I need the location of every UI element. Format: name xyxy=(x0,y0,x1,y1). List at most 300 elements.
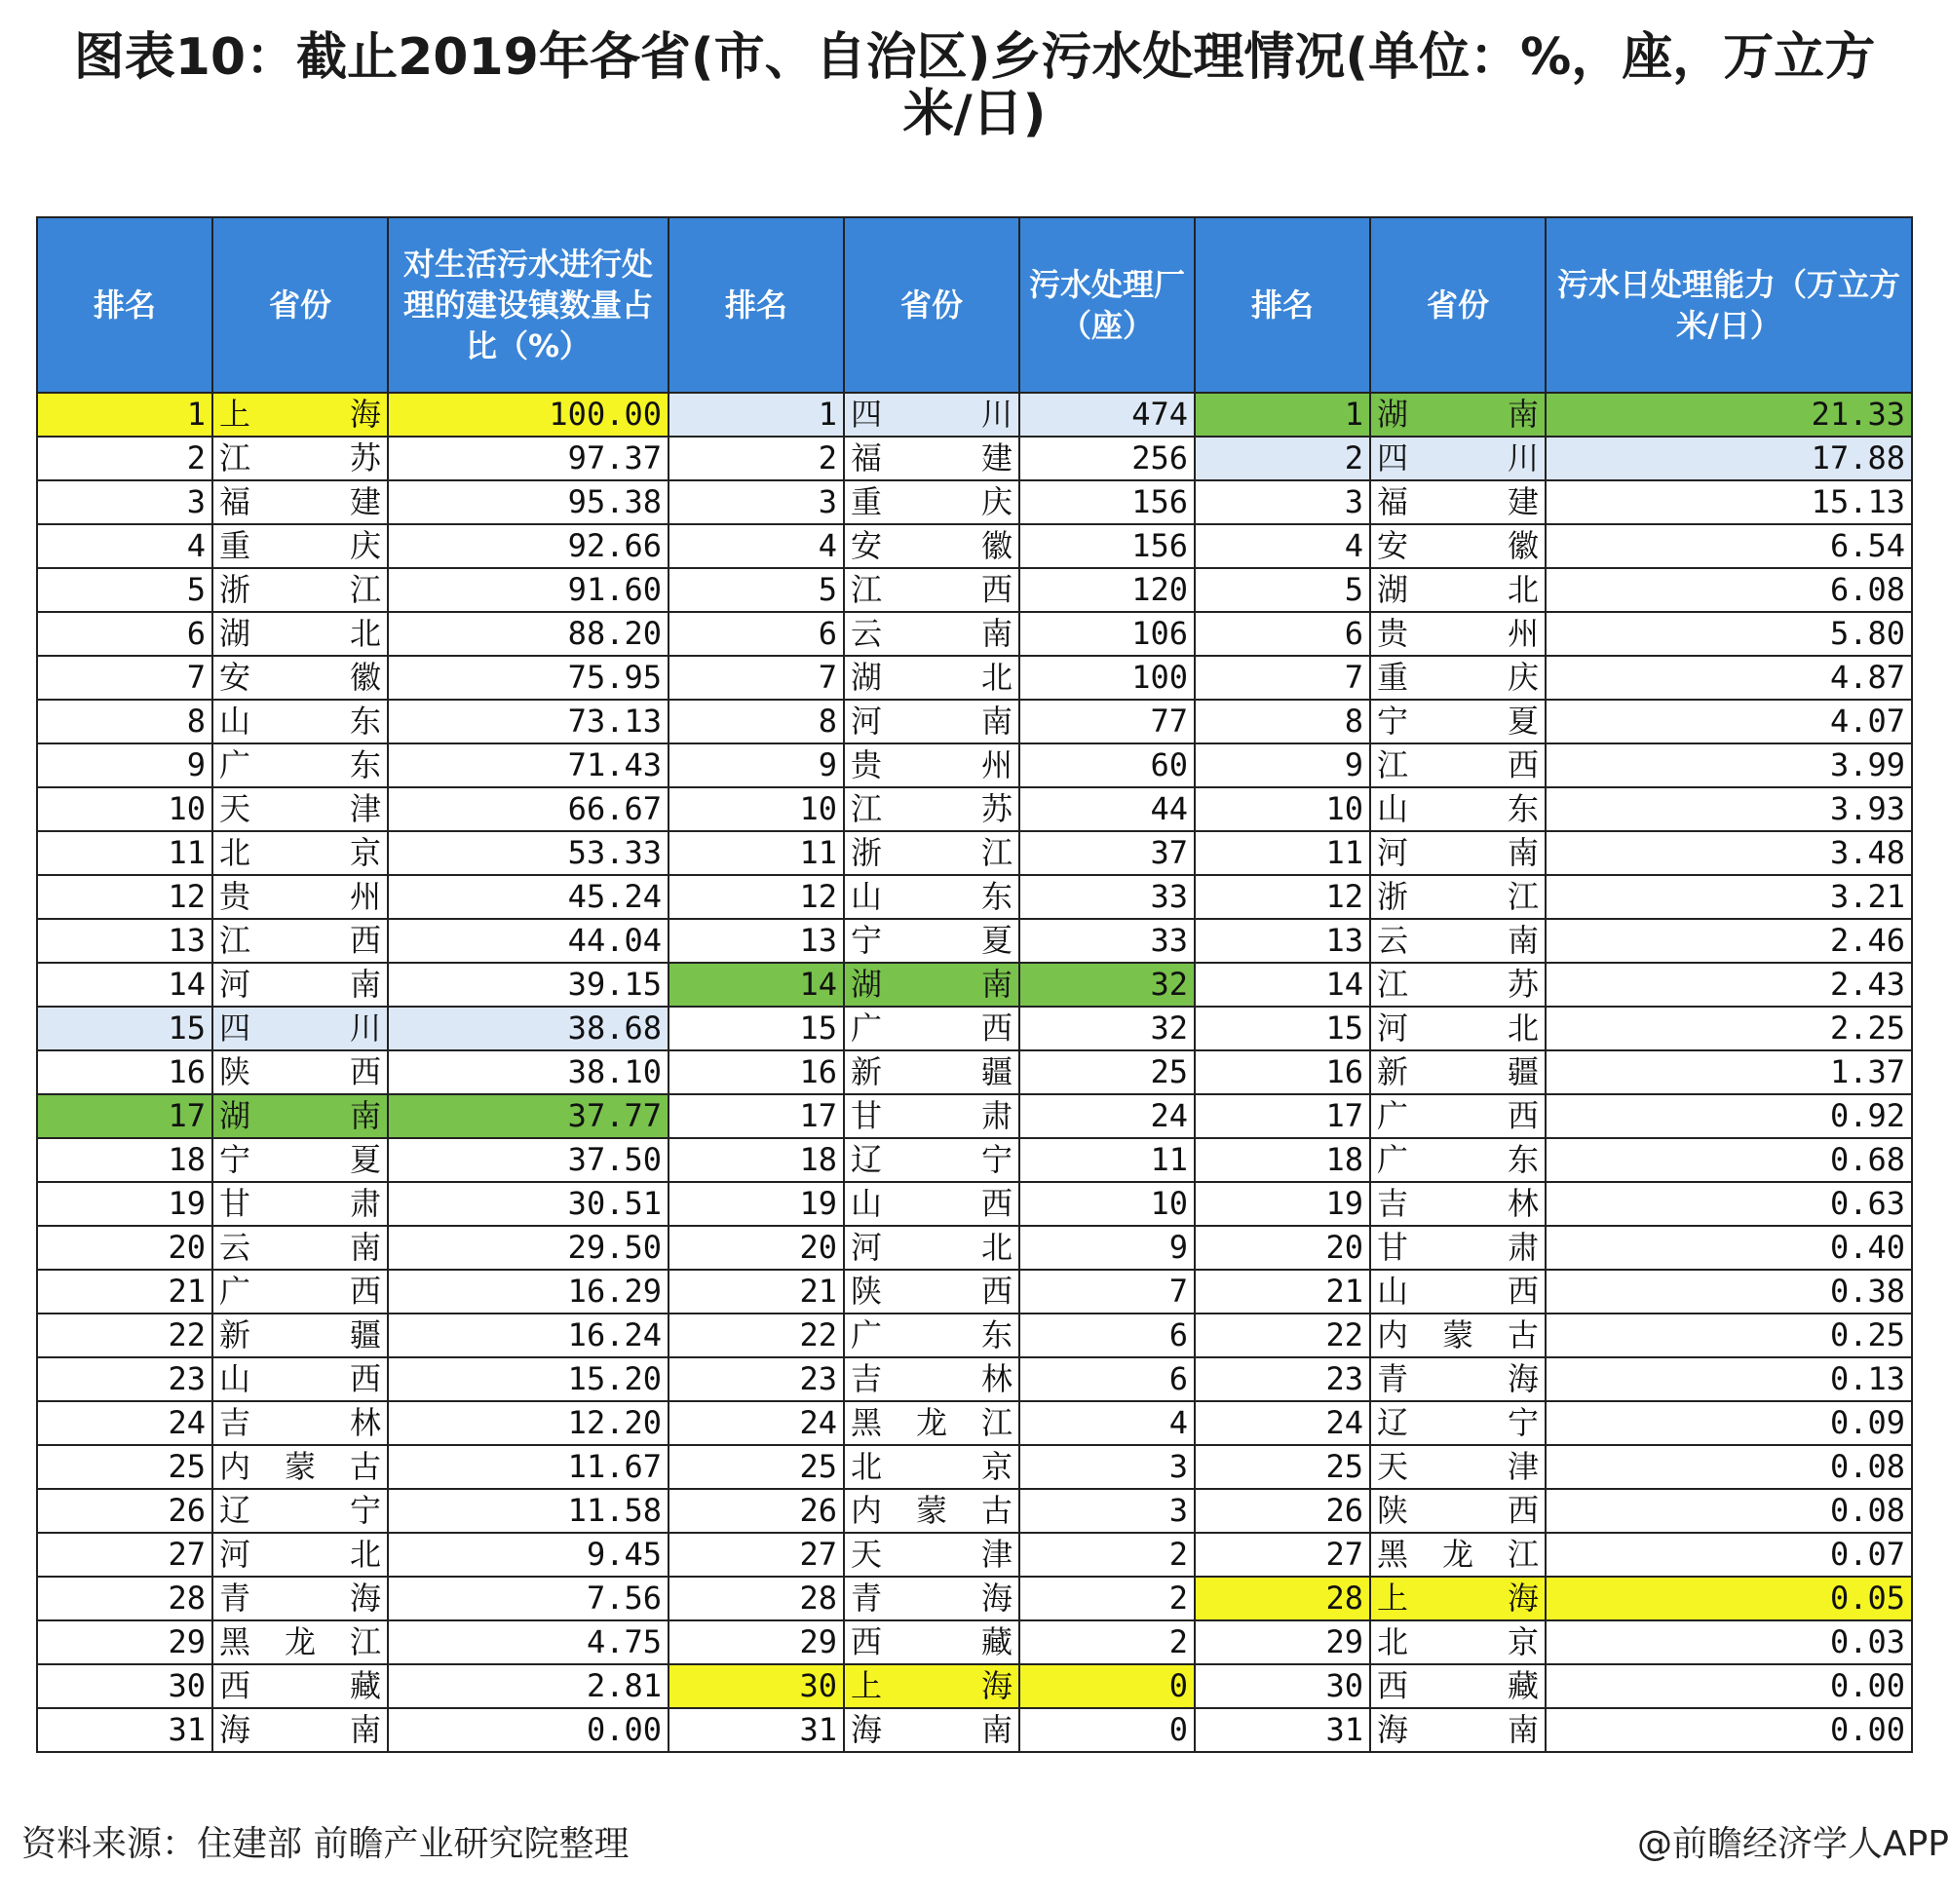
rank-cell: 3 xyxy=(669,480,844,524)
rank-cell: 1 xyxy=(37,393,212,437)
rank-cell: 18 xyxy=(1195,1138,1370,1182)
rank-cell: 6 xyxy=(37,612,212,656)
value-cell: 2.25 xyxy=(1546,1007,1912,1050)
province-cell: 山东 xyxy=(844,875,1019,919)
table-row xyxy=(37,787,1912,831)
value-cell: 60 xyxy=(1019,743,1195,787)
province-cell: 山东 xyxy=(1370,787,1546,831)
table-row xyxy=(37,437,1912,480)
province-cell: 辽宁 xyxy=(212,1489,388,1533)
province-cell: 上海 xyxy=(212,393,388,437)
value-cell: 95.38 xyxy=(388,480,669,524)
value-cell: 11 xyxy=(1019,1138,1195,1182)
rank-cell: 6 xyxy=(669,612,844,656)
rank-cell: 15 xyxy=(669,1007,844,1050)
province-cell: 吉林 xyxy=(212,1401,388,1445)
value-cell: 4.07 xyxy=(1546,700,1912,743)
rank-cell: 31 xyxy=(1195,1708,1370,1752)
header-province-1: 省份 xyxy=(212,217,388,393)
header-province-2: 省份 xyxy=(844,217,1019,393)
province-cell: 西藏 xyxy=(212,1664,388,1708)
rank-cell: 1 xyxy=(669,393,844,437)
rank-cell: 11 xyxy=(37,831,212,875)
rank-cell: 14 xyxy=(669,963,844,1007)
province-cell: 天津 xyxy=(844,1533,1019,1577)
value-cell: 0 xyxy=(1019,1708,1195,1752)
province-cell: 天津 xyxy=(1370,1445,1546,1489)
table-row xyxy=(37,1620,1912,1664)
value-cell: 30.51 xyxy=(388,1182,669,1226)
province-cell: 海南 xyxy=(212,1708,388,1752)
value-cell: 9.45 xyxy=(388,1533,669,1577)
value-cell: 6 xyxy=(1019,1314,1195,1357)
value-cell: 37 xyxy=(1019,831,1195,875)
value-cell: 156 xyxy=(1019,524,1195,568)
value-cell: 0.03 xyxy=(1546,1620,1912,1664)
value-cell: 0.05 xyxy=(1546,1577,1912,1620)
value-cell: 3 xyxy=(1019,1445,1195,1489)
province-cell: 湖南 xyxy=(844,963,1019,1007)
value-cell: 0.00 xyxy=(388,1708,669,1752)
rank-cell: 11 xyxy=(1195,831,1370,875)
header-rank-1: 排名 xyxy=(37,217,212,393)
value-cell: 0.08 xyxy=(1546,1489,1912,1533)
sewage-table-container xyxy=(36,216,1911,1753)
value-cell: 44 xyxy=(1019,787,1195,831)
province-cell: 广西 xyxy=(844,1007,1019,1050)
header-plant-count: 污水处理厂（座） xyxy=(1019,217,1195,393)
value-cell: 77 xyxy=(1019,700,1195,743)
value-cell: 6 xyxy=(1019,1357,1195,1401)
value-cell: 16.24 xyxy=(388,1314,669,1357)
province-cell: 湖南 xyxy=(212,1094,388,1138)
value-cell: 156 xyxy=(1019,480,1195,524)
province-cell: 四川 xyxy=(212,1007,388,1050)
province-cell: 河北 xyxy=(212,1533,388,1577)
rank-cell: 4 xyxy=(37,524,212,568)
province-cell: 河南 xyxy=(212,963,388,1007)
value-cell: 4.75 xyxy=(388,1620,669,1664)
rank-cell: 5 xyxy=(669,568,844,612)
value-cell: 32 xyxy=(1019,1007,1195,1050)
value-cell: 0.00 xyxy=(1546,1708,1912,1752)
value-cell: 2.46 xyxy=(1546,919,1912,963)
table-row xyxy=(37,743,1912,787)
rank-cell: 6 xyxy=(1195,612,1370,656)
rank-cell: 17 xyxy=(37,1094,212,1138)
chart-title: 图表10：截止2019年各省(市、自治区)乡污水处理情况(单位：%，座，万立方米/日) xyxy=(73,28,1876,143)
province-cell: 陕西 xyxy=(1370,1489,1546,1533)
province-cell: 江苏 xyxy=(844,787,1019,831)
rank-cell: 12 xyxy=(669,875,844,919)
province-cell: 云南 xyxy=(844,612,1019,656)
value-cell: 2 xyxy=(1019,1620,1195,1664)
province-cell: 江西 xyxy=(1370,743,1546,787)
province-cell: 湖南 xyxy=(1370,393,1546,437)
rank-cell: 14 xyxy=(37,963,212,1007)
rank-cell: 12 xyxy=(1195,875,1370,919)
table-row xyxy=(37,1094,1912,1138)
province-cell: 云南 xyxy=(1370,919,1546,963)
value-cell: 0.38 xyxy=(1546,1270,1912,1314)
table-row xyxy=(37,1357,1912,1401)
rank-cell: 8 xyxy=(1195,700,1370,743)
province-cell: 浙江 xyxy=(1370,875,1546,919)
value-cell: 38.68 xyxy=(388,1007,669,1050)
province-cell: 河北 xyxy=(844,1226,1019,1270)
province-cell: 广东 xyxy=(212,743,388,787)
rank-cell: 7 xyxy=(669,656,844,700)
province-cell: 重庆 xyxy=(844,480,1019,524)
rank-cell: 25 xyxy=(37,1445,212,1489)
province-cell: 山西 xyxy=(212,1357,388,1401)
rank-cell: 21 xyxy=(669,1270,844,1314)
value-cell: 33 xyxy=(1019,919,1195,963)
rank-cell: 16 xyxy=(37,1050,212,1094)
province-cell: 四川 xyxy=(1370,437,1546,480)
value-cell: 12.20 xyxy=(388,1401,669,1445)
value-cell: 0.92 xyxy=(1546,1094,1912,1138)
value-cell: 45.24 xyxy=(388,875,669,919)
table-row xyxy=(37,393,1912,437)
province-cell: 山东 xyxy=(212,700,388,743)
rank-cell: 22 xyxy=(37,1314,212,1357)
province-cell: 河南 xyxy=(1370,831,1546,875)
value-cell: 0 xyxy=(1019,1664,1195,1708)
rank-cell: 31 xyxy=(669,1708,844,1752)
value-cell: 256 xyxy=(1019,437,1195,480)
value-cell: 25 xyxy=(1019,1050,1195,1094)
table-row xyxy=(37,1664,1912,1708)
rank-cell: 7 xyxy=(1195,656,1370,700)
rank-cell: 13 xyxy=(1195,919,1370,963)
value-cell: 0.09 xyxy=(1546,1401,1912,1445)
table-row xyxy=(37,1314,1912,1357)
province-cell: 甘肃 xyxy=(844,1094,1019,1138)
rank-cell: 14 xyxy=(1195,963,1370,1007)
province-cell: 内蒙古 xyxy=(844,1489,1019,1533)
value-cell: 2.43 xyxy=(1546,963,1912,1007)
rank-cell: 29 xyxy=(37,1620,212,1664)
rank-cell: 28 xyxy=(37,1577,212,1620)
province-cell: 陕西 xyxy=(844,1270,1019,1314)
value-cell: 3.93 xyxy=(1546,787,1912,831)
rank-cell: 20 xyxy=(669,1226,844,1270)
province-cell: 天津 xyxy=(212,787,388,831)
rank-cell: 15 xyxy=(37,1007,212,1050)
value-cell: 4 xyxy=(1019,1401,1195,1445)
province-cell: 内蒙古 xyxy=(1370,1314,1546,1357)
header-town-ratio: 对生活污水进行处理的建设镇数量占比（%） xyxy=(388,217,669,393)
province-cell: 新疆 xyxy=(212,1314,388,1357)
province-cell: 江苏 xyxy=(212,437,388,480)
province-cell: 宁夏 xyxy=(212,1138,388,1182)
province-cell: 重庆 xyxy=(1370,656,1546,700)
province-cell: 辽宁 xyxy=(844,1138,1019,1182)
rank-cell: 30 xyxy=(1195,1664,1370,1708)
value-cell: 21.33 xyxy=(1546,393,1912,437)
rank-cell: 8 xyxy=(669,700,844,743)
province-cell: 福建 xyxy=(212,480,388,524)
value-cell: 7.56 xyxy=(388,1577,669,1620)
province-cell: 山西 xyxy=(844,1182,1019,1226)
rank-cell: 21 xyxy=(1195,1270,1370,1314)
rank-cell: 28 xyxy=(669,1577,844,1620)
rank-cell: 5 xyxy=(1195,568,1370,612)
table-row xyxy=(37,480,1912,524)
rank-cell: 26 xyxy=(37,1489,212,1533)
value-cell: 0.25 xyxy=(1546,1314,1912,1357)
table-row xyxy=(37,524,1912,568)
province-cell: 青海 xyxy=(1370,1357,1546,1401)
value-cell: 38.10 xyxy=(388,1050,669,1094)
table-row xyxy=(37,831,1912,875)
province-cell: 陕西 xyxy=(212,1050,388,1094)
value-cell: 100.00 xyxy=(388,393,669,437)
rank-cell: 7 xyxy=(37,656,212,700)
province-cell: 辽宁 xyxy=(1370,1401,1546,1445)
value-cell: 5.80 xyxy=(1546,612,1912,656)
province-cell: 北京 xyxy=(1370,1620,1546,1664)
header-rank-3: 排名 xyxy=(1195,217,1370,393)
rank-cell: 10 xyxy=(669,787,844,831)
rank-cell: 9 xyxy=(37,743,212,787)
rank-cell: 1 xyxy=(1195,393,1370,437)
table-row xyxy=(37,1138,1912,1182)
province-cell: 黑龙江 xyxy=(844,1401,1019,1445)
value-cell: 0.13 xyxy=(1546,1357,1912,1401)
rank-cell: 15 xyxy=(1195,1007,1370,1050)
rank-cell: 13 xyxy=(669,919,844,963)
province-cell: 安徽 xyxy=(1370,524,1546,568)
province-cell: 青海 xyxy=(212,1577,388,1620)
value-cell: 37.77 xyxy=(388,1094,669,1138)
province-cell: 吉林 xyxy=(1370,1182,1546,1226)
value-cell: 120 xyxy=(1019,568,1195,612)
value-cell: 474 xyxy=(1019,393,1195,437)
table-body xyxy=(37,393,1912,1752)
header-row xyxy=(37,217,1912,393)
province-cell: 湖北 xyxy=(1370,568,1546,612)
rank-cell: 3 xyxy=(37,480,212,524)
province-cell: 福建 xyxy=(844,437,1019,480)
table-row xyxy=(37,1270,1912,1314)
rank-cell: 9 xyxy=(669,743,844,787)
province-cell: 贵州 xyxy=(844,743,1019,787)
rank-cell: 2 xyxy=(669,437,844,480)
rank-cell: 31 xyxy=(37,1708,212,1752)
province-cell: 广西 xyxy=(1370,1094,1546,1138)
province-cell: 甘肃 xyxy=(1370,1226,1546,1270)
table-row xyxy=(37,568,1912,612)
rank-cell: 23 xyxy=(1195,1357,1370,1401)
table-row xyxy=(37,963,1912,1007)
value-cell: 44.04 xyxy=(388,919,669,963)
table-row xyxy=(37,875,1912,919)
province-cell: 新疆 xyxy=(1370,1050,1546,1094)
sewage-treatment-table xyxy=(36,216,1913,1753)
rank-cell: 17 xyxy=(1195,1094,1370,1138)
rank-cell: 18 xyxy=(37,1138,212,1182)
province-cell: 湖北 xyxy=(212,612,388,656)
province-cell: 福建 xyxy=(1370,480,1546,524)
rank-cell: 8 xyxy=(37,700,212,743)
rank-cell: 16 xyxy=(1195,1050,1370,1094)
value-cell: 2.81 xyxy=(388,1664,669,1708)
value-cell: 32 xyxy=(1019,963,1195,1007)
rank-cell: 18 xyxy=(669,1138,844,1182)
value-cell: 17.88 xyxy=(1546,437,1912,480)
value-cell: 0.08 xyxy=(1546,1445,1912,1489)
province-cell: 甘肃 xyxy=(212,1182,388,1226)
value-cell: 6.54 xyxy=(1546,524,1912,568)
province-cell: 北京 xyxy=(844,1445,1019,1489)
value-cell: 7 xyxy=(1019,1270,1195,1314)
rank-cell: 24 xyxy=(669,1401,844,1445)
rank-cell: 5 xyxy=(37,568,212,612)
table-row xyxy=(37,1050,1912,1094)
province-cell: 海南 xyxy=(844,1708,1019,1752)
table-row xyxy=(37,1445,1912,1489)
rank-cell: 24 xyxy=(37,1401,212,1445)
rank-cell: 29 xyxy=(1195,1620,1370,1664)
rank-cell: 30 xyxy=(37,1664,212,1708)
province-cell: 吉林 xyxy=(844,1357,1019,1401)
value-cell: 75.95 xyxy=(388,656,669,700)
value-cell: 15.20 xyxy=(388,1357,669,1401)
value-cell: 73.13 xyxy=(388,700,669,743)
province-cell: 贵州 xyxy=(212,875,388,919)
province-cell: 湖北 xyxy=(844,656,1019,700)
province-cell: 上海 xyxy=(844,1664,1019,1708)
rank-cell: 27 xyxy=(669,1533,844,1577)
value-cell: 71.43 xyxy=(388,743,669,787)
province-cell: 西藏 xyxy=(1370,1664,1546,1708)
province-cell: 海南 xyxy=(1370,1708,1546,1752)
province-cell: 广东 xyxy=(1370,1138,1546,1182)
value-cell: 11.58 xyxy=(388,1489,669,1533)
rank-cell: 26 xyxy=(1195,1489,1370,1533)
value-cell: 0.07 xyxy=(1546,1533,1912,1577)
header-daily-capacity: 污水日处理能力（万立方米/日） xyxy=(1546,217,1912,393)
rank-cell: 3 xyxy=(1195,480,1370,524)
value-cell: 100 xyxy=(1019,656,1195,700)
rank-cell: 25 xyxy=(669,1445,844,1489)
value-cell: 92.66 xyxy=(388,524,669,568)
table-row xyxy=(37,700,1912,743)
value-cell: 0.63 xyxy=(1546,1182,1912,1226)
rank-cell: 11 xyxy=(669,831,844,875)
rank-cell: 10 xyxy=(37,787,212,831)
rank-cell: 20 xyxy=(1195,1226,1370,1270)
province-cell: 内蒙古 xyxy=(212,1445,388,1489)
province-cell: 重庆 xyxy=(212,524,388,568)
value-cell: 24 xyxy=(1019,1094,1195,1138)
province-cell: 河南 xyxy=(844,700,1019,743)
value-cell: 4.87 xyxy=(1546,656,1912,700)
value-cell: 29.50 xyxy=(388,1226,669,1270)
province-cell: 浙江 xyxy=(212,568,388,612)
table-row xyxy=(37,1708,1912,1752)
rank-cell: 19 xyxy=(1195,1182,1370,1226)
rank-cell: 4 xyxy=(669,524,844,568)
rank-cell: 27 xyxy=(37,1533,212,1577)
value-cell: 11.67 xyxy=(388,1445,669,1489)
rank-cell: 13 xyxy=(37,919,212,963)
rank-cell: 21 xyxy=(37,1270,212,1314)
province-cell: 广东 xyxy=(844,1314,1019,1357)
table-row xyxy=(37,1226,1912,1270)
rank-cell: 10 xyxy=(1195,787,1370,831)
province-cell: 黑龙江 xyxy=(1370,1533,1546,1577)
rank-cell: 28 xyxy=(1195,1577,1370,1620)
province-cell: 山西 xyxy=(1370,1270,1546,1314)
table-row xyxy=(37,1182,1912,1226)
value-cell: 2 xyxy=(1019,1577,1195,1620)
province-cell: 黑龙江 xyxy=(212,1620,388,1664)
rank-cell: 23 xyxy=(37,1357,212,1401)
rank-cell: 19 xyxy=(37,1182,212,1226)
value-cell: 37.50 xyxy=(388,1138,669,1182)
value-cell: 16.29 xyxy=(388,1270,669,1314)
rank-cell: 22 xyxy=(1195,1314,1370,1357)
province-cell: 江西 xyxy=(844,568,1019,612)
table-row xyxy=(37,1533,1912,1577)
value-cell: 53.33 xyxy=(388,831,669,875)
source-note: 资料来源：住建部 前瞻产业研究院整理 xyxy=(21,1824,630,1864)
credit-watermark: @前瞻经济学人APP xyxy=(1636,1824,1949,1864)
value-cell: 91.60 xyxy=(388,568,669,612)
province-cell: 宁夏 xyxy=(844,919,1019,963)
value-cell: 3.99 xyxy=(1546,743,1912,787)
rank-cell: 4 xyxy=(1195,524,1370,568)
province-cell: 江西 xyxy=(212,919,388,963)
table-row xyxy=(37,612,1912,656)
value-cell: 3.21 xyxy=(1546,875,1912,919)
rank-cell: 12 xyxy=(37,875,212,919)
value-cell: 2 xyxy=(1019,1533,1195,1577)
value-cell: 9 xyxy=(1019,1226,1195,1270)
rank-cell: 29 xyxy=(669,1620,844,1664)
table-row xyxy=(37,656,1912,700)
rank-cell: 27 xyxy=(1195,1533,1370,1577)
province-cell: 北京 xyxy=(212,831,388,875)
value-cell: 6.08 xyxy=(1546,568,1912,612)
table-row xyxy=(37,1577,1912,1620)
province-cell: 四川 xyxy=(844,393,1019,437)
rank-cell: 25 xyxy=(1195,1445,1370,1489)
province-cell: 青海 xyxy=(844,1577,1019,1620)
province-cell: 云南 xyxy=(212,1226,388,1270)
rank-cell: 24 xyxy=(1195,1401,1370,1445)
table-row xyxy=(37,1007,1912,1050)
value-cell: 15.13 xyxy=(1546,480,1912,524)
rank-cell: 22 xyxy=(669,1314,844,1357)
value-cell: 88.20 xyxy=(388,612,669,656)
province-cell: 广西 xyxy=(212,1270,388,1314)
value-cell: 0.40 xyxy=(1546,1226,1912,1270)
value-cell: 1.37 xyxy=(1546,1050,1912,1094)
rank-cell: 19 xyxy=(669,1182,844,1226)
province-cell: 西藏 xyxy=(844,1620,1019,1664)
table-row xyxy=(37,1401,1912,1445)
rank-cell: 9 xyxy=(1195,743,1370,787)
rank-cell: 30 xyxy=(669,1664,844,1708)
value-cell: 0.68 xyxy=(1546,1138,1912,1182)
rank-cell: 23 xyxy=(669,1357,844,1401)
value-cell: 106 xyxy=(1019,612,1195,656)
rank-cell: 16 xyxy=(669,1050,844,1094)
